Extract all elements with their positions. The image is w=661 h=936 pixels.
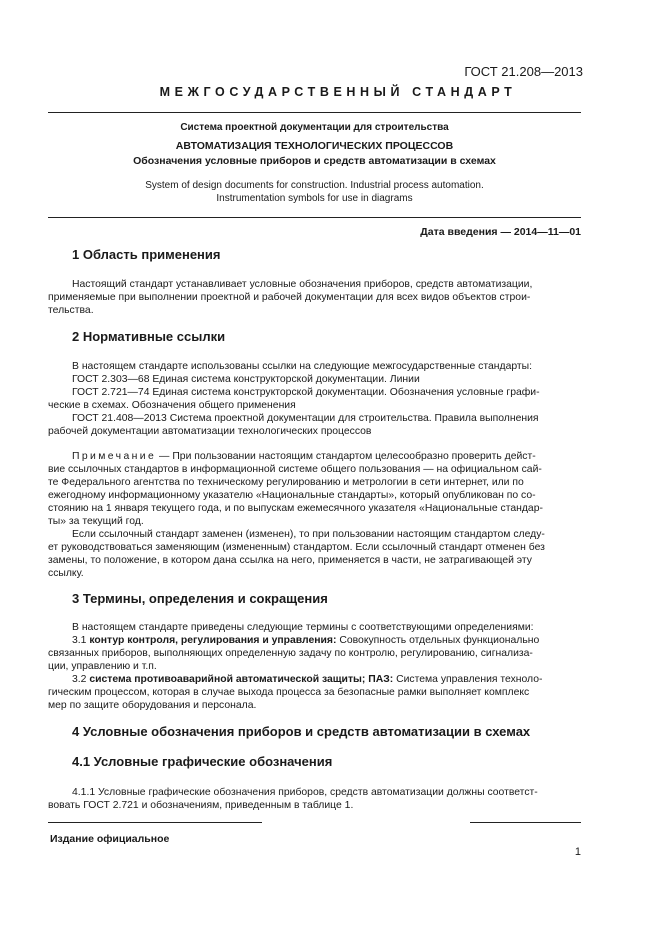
- text-line: вие ссылочных стандартов в информационной системе общего пользования — на официальном сай-: [48, 464, 542, 475]
- text-line: вовать ГОСТ 2.721 и обозначениям, приведенным в таблице 1.: [48, 800, 354, 811]
- text-line: ет руководствоваться заменяющим (измененным) стандартом. Если ссылочный стандарт отменен без: [48, 542, 545, 553]
- text-line: 4.1.1 Условные графические обозначения приборов, средств автоматизации должны соответст-: [72, 787, 538, 798]
- header-rule: [48, 112, 581, 113]
- text-line: Если ссылочный стандарт заменен (изменен), то при пользовании настоящим стандартом следу-: [72, 529, 545, 540]
- section-2-heading: 2 Нормативные ссылки: [72, 329, 226, 344]
- text-line: связанных приборов, выполняющих определенную задачу по контролю, регулированию, сигнализа-: [48, 648, 533, 659]
- term-3-2: 3.2 система противоаварийной автоматической защиты; ПАЗ: Система управления техноло-: [72, 674, 543, 685]
- page-number: 1: [574, 846, 581, 858]
- official-edition-label: Издание официальное: [50, 833, 170, 845]
- english-title-line-2: Instrumentation symbols for use in diagrams: [216, 193, 413, 204]
- term-name: система противоаварийной автоматической защиты; ПАЗ:: [89, 674, 394, 685]
- text-line: В настоящем стандарте приведены следующие термины с соответствующими определениями:: [72, 622, 534, 633]
- interstate-standard-heading: МЕЖГОСУДАРСТВЕННЫЙ СТАНДАРТ: [159, 85, 517, 99]
- term-name: контур контроля, регулирования и управления:: [89, 635, 337, 646]
- footer-rule-right: [470, 822, 581, 823]
- text-line: Настоящий стандарт устанавливает условные обозначения приборов, средств автоматизации,: [72, 279, 533, 290]
- text-line: ты» за текущий год.: [48, 516, 144, 527]
- text-line: ции, управлению и т.п.: [48, 661, 157, 672]
- note-block: [48, 450, 581, 580]
- subtitle: Обозначения условные приборов и средств автоматизации в схемах: [133, 155, 496, 167]
- footer-rule-left: [48, 822, 262, 823]
- text-line: ческие в схемах. Обозначения общего применения: [48, 400, 296, 411]
- text-line: ГОСТ 2.303—68 Единая система конструкторской документации. Линии: [72, 374, 420, 385]
- text-line: тельства.: [48, 305, 94, 316]
- text-line: ежегодному информационному указателю «Национальные стандарты», который опубликован по со-: [48, 490, 536, 501]
- english-title-line-1: System of design documents for construction. Industrial process automation.: [145, 180, 484, 191]
- term-3-1: 3.1 контур контроля, регулирования и управления: Совокупность отдельных функционально: [72, 635, 540, 646]
- section-1-heading: 1 Область применения: [72, 247, 221, 262]
- text-line: В настоящем стандарте использованы ссылки на следующие межгосударственные стандарты:: [72, 361, 533, 372]
- section-4-heading: 4 Условные обозначения приборов и средств автоматизации в схемах: [72, 724, 531, 739]
- text-line: те Федерального агентства по техническому регулированию и метрологии в сети интернет, или по: [48, 477, 524, 488]
- text-line: Примечание — При пользовании настоящим стандартом целесообразно проверить дейст-: [72, 451, 536, 462]
- text-line: применяемые при выполнении проектной и рабочей документации для всех видов объектов строи-: [48, 292, 531, 303]
- section-4-1-body: [48, 786, 581, 812]
- text-line: стоянию на 1 января текущего года, и по выпускам ежемесячного указателя «Национальные стандар-: [48, 503, 543, 514]
- introduction-date: Дата введения — 2014—11—01: [420, 226, 581, 238]
- gost-code: ГОСТ 21.208—2013: [464, 64, 583, 79]
- note-label: Примечание: [72, 451, 157, 462]
- title-rule: [48, 217, 581, 218]
- text-line: ссылку.: [48, 568, 84, 579]
- system-title: Система проектной документации для строительства: [180, 122, 449, 133]
- text-line: ГОСТ 21.408—2013 Система проектной документации для строительства. Правила выполнения: [72, 413, 539, 424]
- section-3-heading: 3 Термины, определения и сокращения: [72, 591, 328, 606]
- main-title: АВТОМАТИЗАЦИЯ ТЕХНОЛОГИЧЕСКИХ ПРОЦЕССОВ: [175, 140, 454, 152]
- text-line: гическим процессом, которая в случае выхода процесса за безопасные рамки выполняет комплекс: [48, 687, 530, 698]
- section-2-body: [48, 360, 581, 438]
- text-line: рабочей документации автоматизации технологических процессов: [48, 426, 372, 437]
- text-line: мер по защите оборудования и персонала.: [48, 700, 257, 711]
- section-3-body: [48, 621, 581, 712]
- section-4-1-heading: 4.1 Условные графические обозначения: [72, 754, 333, 769]
- section-1-body: [48, 278, 581, 317]
- text-line: замены, то положение, в котором дана ссылка на него, применяется в части, не затрагивающей эту: [48, 555, 532, 566]
- text-line: ГОСТ 2.721—74 Единая система конструкторской документации. Обозначения условные графи-: [72, 387, 540, 398]
